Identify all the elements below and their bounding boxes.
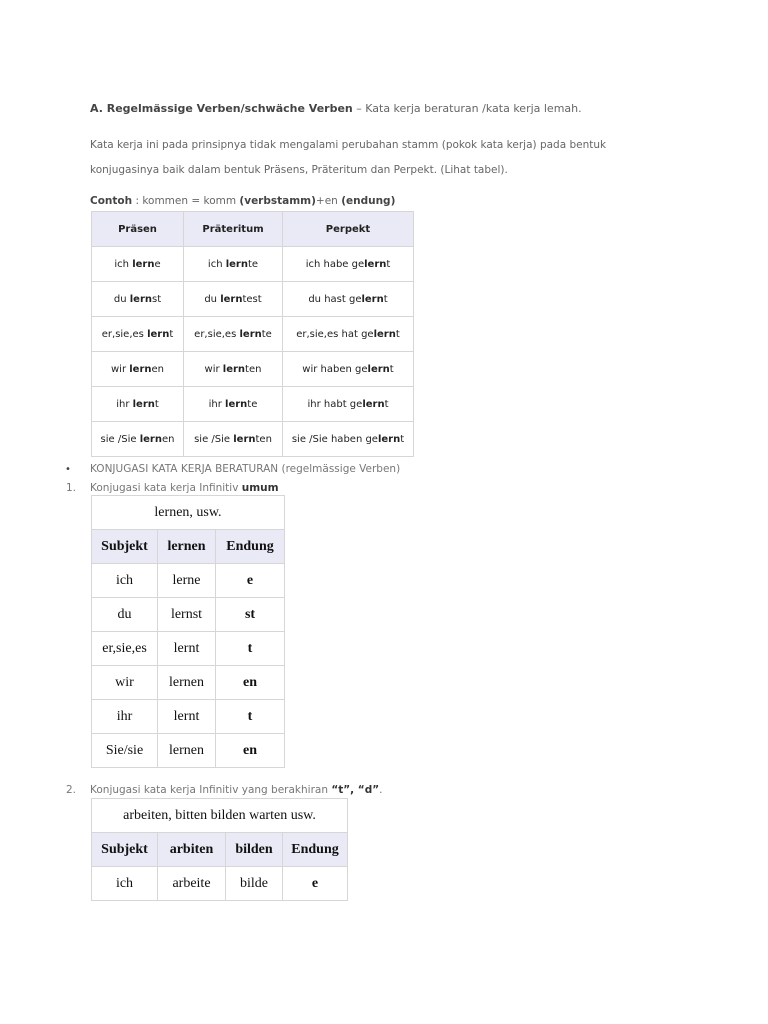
example-label: Contoh <box>90 195 133 207</box>
tense-header: Präteritum <box>184 212 283 247</box>
verb-part: te <box>247 258 259 270</box>
tense-table <box>91 211 414 457</box>
column-header: arbiten <box>158 833 226 867</box>
conjugation-cell <box>92 352 184 387</box>
verb-stem: lern <box>239 328 262 340</box>
table-cell: en <box>216 666 285 700</box>
verb-stem: lern <box>222 363 246 375</box>
verb-part: du hast ge <box>308 293 362 305</box>
table-caption-row <box>92 799 348 833</box>
bullet-icon: • <box>65 464 71 475</box>
column-header: Endung <box>283 833 348 867</box>
example-stamm: (verbstamm) <box>239 195 316 207</box>
table-cell: bilde <box>226 867 283 901</box>
tense-table-header <box>92 212 414 247</box>
verb-part: er,sie,es <box>101 328 148 340</box>
verb-stem: lern <box>377 433 401 445</box>
verb-part: sie /Sie <box>100 433 140 445</box>
example-line <box>90 195 395 207</box>
conjugation-cell <box>283 247 414 282</box>
verb-part: ihr <box>116 398 133 410</box>
table-cell: ihr <box>92 700 158 734</box>
table-row <box>92 564 285 598</box>
verb-part: ten <box>245 363 262 375</box>
table-row <box>92 666 285 700</box>
table-cell: lernen <box>158 734 216 768</box>
table-cell: t <box>216 632 285 666</box>
verb-part: en <box>161 433 175 445</box>
verb-part: t <box>386 258 391 270</box>
conjugation-cell <box>283 352 414 387</box>
list-item-end: . <box>379 784 383 796</box>
conjugation-cell <box>283 422 414 457</box>
verb-stem: lern <box>362 398 385 410</box>
table-row <box>92 247 414 282</box>
table-header-row <box>92 833 348 867</box>
table-row <box>92 734 285 768</box>
example-separator: : kommen = komm <box>132 195 240 207</box>
column-header: bilden <box>226 833 283 867</box>
table-cell: lernt <box>158 700 216 734</box>
table-cell: e <box>283 867 348 901</box>
table-row <box>92 598 285 632</box>
table-header-row <box>92 530 285 564</box>
verb-stem: lern <box>132 398 155 410</box>
list-item-bold: “t”, “d” <box>331 784 380 796</box>
table-row <box>92 632 285 666</box>
table-cell: ich <box>92 867 158 901</box>
verb-part: t <box>383 293 388 305</box>
verb-part: t <box>154 398 159 410</box>
verb-part: t <box>389 363 394 375</box>
section-heading <box>90 102 582 115</box>
verb-part: t <box>169 328 174 340</box>
conjugation-cell <box>184 317 283 352</box>
list-item-1 <box>90 482 279 494</box>
verb-stem: lern <box>225 398 248 410</box>
table-row <box>92 317 414 352</box>
verb-stem: lern <box>129 363 152 375</box>
verb-stem: lern <box>132 258 155 270</box>
table-row <box>92 700 285 734</box>
td-endings-table <box>91 798 348 901</box>
verb-part: te <box>247 398 258 410</box>
table-cell: Sie/sie <box>92 734 158 768</box>
table-caption: lernen, usw. <box>92 496 285 530</box>
conjugation-cell <box>184 352 283 387</box>
conjugation-cell <box>283 387 414 422</box>
verb-part: er,sie,es hat ge <box>296 328 374 340</box>
table-cell: lernt <box>158 632 216 666</box>
conjugation-cell <box>184 247 283 282</box>
example-endung: (endung) <box>341 195 396 207</box>
verb-part: wir <box>110 363 130 375</box>
verb-part: t <box>395 328 400 340</box>
tense-header: Präsen <box>92 212 184 247</box>
table-caption-row <box>92 496 285 530</box>
table-cell: er,sie,es <box>92 632 158 666</box>
verb-stem: lern <box>367 363 390 375</box>
lernen-table <box>91 495 285 768</box>
tense-header: Perpekt <box>283 212 414 247</box>
verb-stem: lern <box>220 293 243 305</box>
verb-part: du <box>204 293 221 305</box>
verb-part: wir haben ge <box>302 363 368 375</box>
verb-part: sie /Sie haben ge <box>291 433 378 445</box>
table-cell: ich <box>92 564 158 598</box>
conjugation-cell <box>92 422 184 457</box>
table-cell: t <box>216 700 285 734</box>
verb-stem: lern <box>139 433 162 445</box>
table-cell: e <box>216 564 285 598</box>
heading-title: A. Regelmässige Verben/schwäche Verben <box>90 102 353 115</box>
verb-part: ihr habt ge <box>307 398 363 410</box>
verb-part: te <box>261 328 272 340</box>
verb-part: sie /Sie <box>194 433 234 445</box>
verb-part: e <box>154 258 161 270</box>
verb-part: test <box>242 293 262 305</box>
table-cell: du <box>92 598 158 632</box>
verb-stem: lern <box>233 433 256 445</box>
table-cell: en <box>216 734 285 768</box>
verb-part: ihr <box>208 398 226 410</box>
heading-subtitle: – Kata kerja beraturan /kata kerja lemah. <box>352 102 582 115</box>
table-caption: arbeiten, bitten bilden warten usw. <box>92 799 348 833</box>
conjugation-cell <box>92 317 184 352</box>
table-row <box>92 867 348 901</box>
list-item-text: Konjugasi kata kerja Infinitiv yang berakhiran <box>90 784 332 796</box>
conjugation-cell <box>184 387 283 422</box>
verb-part: wir <box>204 363 223 375</box>
verb-part: st <box>152 293 162 305</box>
table-row <box>92 387 414 422</box>
verb-stem: lern <box>225 258 248 270</box>
verb-stem: lern <box>373 328 396 340</box>
verb-stem: lern <box>147 328 170 340</box>
table-cell: lernen <box>158 666 216 700</box>
list-number: 2. <box>66 784 77 796</box>
conjugation-cell <box>184 282 283 317</box>
table-cell: wir <box>92 666 158 700</box>
list-item-bold: umum <box>241 482 279 494</box>
table-cell: lerne <box>158 564 216 598</box>
list-item-text: Konjugasi kata kerja Infinitiv <box>90 482 242 494</box>
table-row <box>92 422 414 457</box>
verb-part: ich habe ge <box>305 258 365 270</box>
list-item-2 <box>90 784 382 796</box>
verb-part: en <box>151 363 164 375</box>
column-header: lernen <box>158 530 216 564</box>
intro-paragraph: Kata kerja ini pada prinsipnya tidak mengalami perubahan stamm (pokok kata kerja) pada bentuk konjugasinya baik dalam bentuk Präsens, Präteritum dan Perpekt. (Lihat tabel). <box>90 139 607 176</box>
verb-part: du <box>113 293 130 305</box>
conjugation-cell <box>184 422 283 457</box>
verb-stem: lern <box>361 293 384 305</box>
conjugation-cell <box>92 387 184 422</box>
conjugation-cell <box>92 247 184 282</box>
verb-part: t <box>384 398 389 410</box>
verb-part: ich <box>114 258 133 270</box>
column-header: Subjekt <box>92 530 158 564</box>
conjugation-cell <box>283 317 414 352</box>
verb-stem: lern <box>129 293 152 305</box>
conjugation-cell <box>283 282 414 317</box>
table-cell: lernst <box>158 598 216 632</box>
table-row <box>92 282 414 317</box>
table-row <box>92 352 414 387</box>
column-header: Endung <box>216 530 285 564</box>
verb-part: er,sie,es <box>194 328 240 340</box>
verb-part: ten <box>255 433 272 445</box>
column-header: Subjekt <box>92 833 158 867</box>
verb-part: ich <box>207 258 226 270</box>
list-number: 1. <box>66 482 77 494</box>
example-plus: +en <box>315 195 342 207</box>
verb-part: t <box>400 433 405 445</box>
table-cell: st <box>216 598 285 632</box>
conjugation-cell <box>92 282 184 317</box>
table-cell: arbeite <box>158 867 226 901</box>
verb-stem: lern <box>364 258 387 270</box>
bullet-text: KONJUGASI KATA KERJA BERATURAN (regelmässige Verben) <box>90 463 401 475</box>
